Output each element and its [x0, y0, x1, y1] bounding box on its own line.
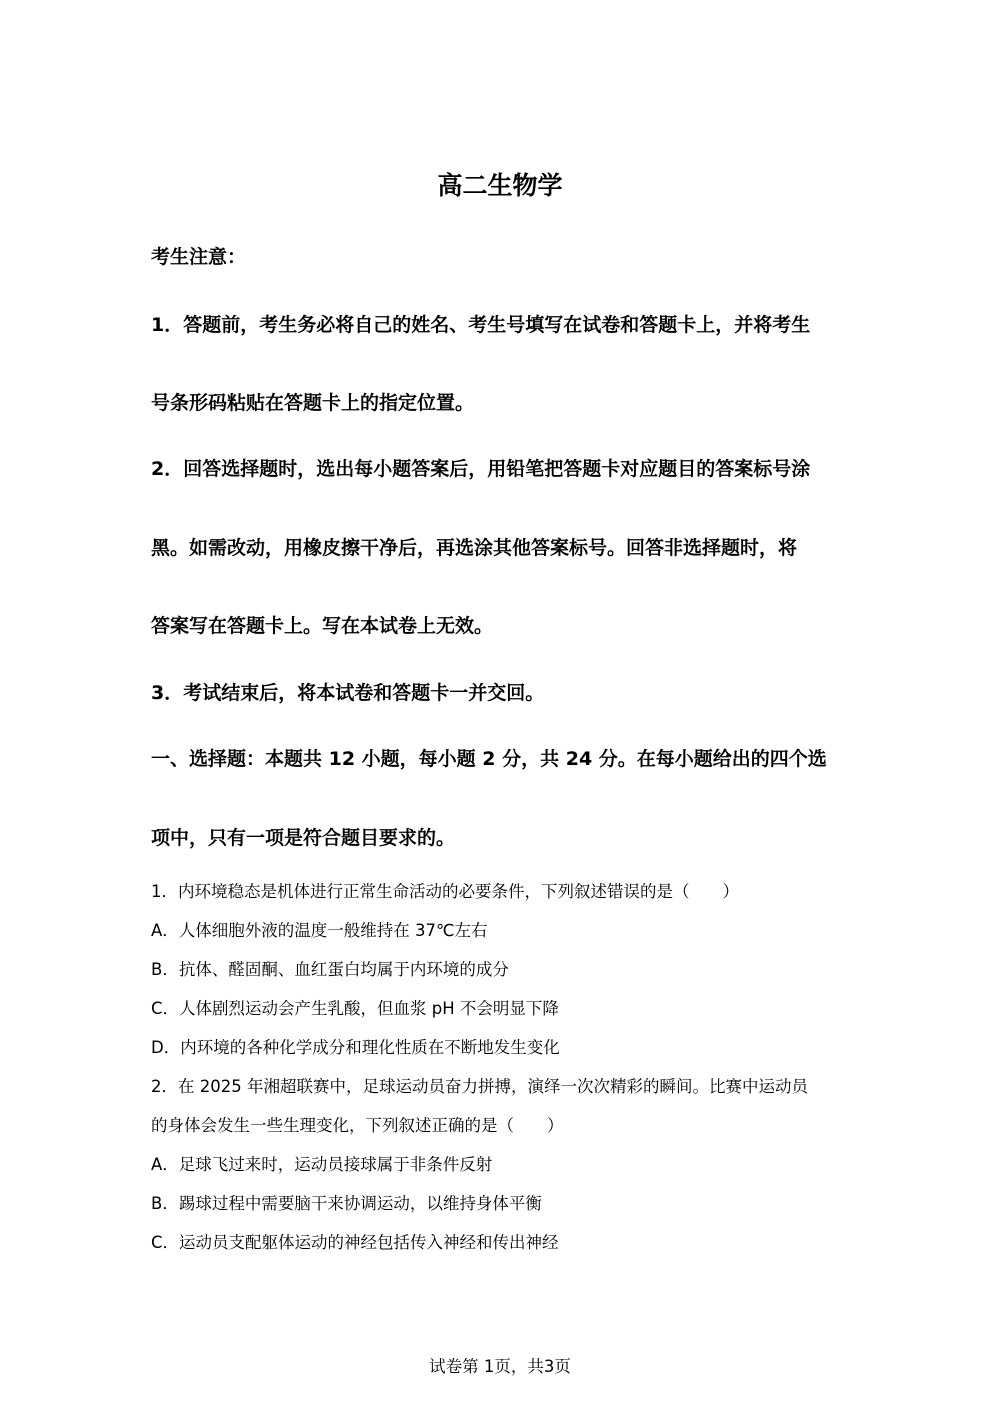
section-1-heading-line-1: 一、选择题：本题共 12 小题，每小题 2 分，共 24 分。在每小题给出的四个选	[151, 748, 827, 770]
question-2-option-b: B．踢球过程中需要脑干来协调运动，以维持身体平衡	[151, 1194, 542, 1213]
page-footer: 试卷第 1页，共3页	[429, 1357, 571, 1376]
question-1-option-b: B．抗体、醛固酮、血红蛋白均属于内环境的成分	[151, 960, 509, 979]
question-1-stem: 1．内环境稳态是机体进行正常生命活动的必要条件，下列叙述错误的是（ ）	[151, 882, 739, 901]
question-2-option-a: A．足球飞过来时，运动员接球属于非条件反射	[151, 1155, 493, 1174]
notice-item-3: 3．考试结束后，将本试卷和答题卡一并交回。	[151, 682, 545, 704]
question-1-option-a: A．人体细胞外液的温度一般维持在 37℃左右	[151, 921, 488, 940]
question-2-stem-line-2: 的身体会发生一些生理变化，下列叙述正确的是（ ）	[151, 1116, 564, 1135]
notice-item-2-line-3: 答案写在答题卡上。写在本试卷上无效。	[151, 615, 494, 637]
question-1-option-c: C．人体剧烈运动会产生乳酸，但血浆 pH 不会明显下降	[151, 999, 559, 1018]
notice-item-2-line-1: 2．回答选择题时，选出每小题答案后，用铅笔把答题卡对应题目的答案标号涂	[151, 458, 811, 480]
notice-item-1-line-1: 1．答题前，考生务必将自己的姓名、考生号填写在试卷和答题卡上，并将考生	[151, 314, 811, 336]
question-1-option-d: D．内环境的各种化学成分和理化性质在不断地发生变化	[151, 1038, 560, 1057]
page-title: 高二生物学	[437, 171, 563, 200]
notice-heading: 考生注意：	[151, 246, 247, 268]
notice-item-2-line-2: 黑。如需改动，用橡皮擦干净后，再选涂其他答案标号。回答非选择题时，将	[151, 537, 798, 559]
question-2-option-c: C．运动员支配躯体运动的神经包括传入神经和传出神经	[151, 1233, 559, 1252]
section-1-heading-line-2: 项中，只有一项是符合题目要求的。	[151, 827, 456, 849]
notice-item-1-line-2: 号条形码粘贴在答题卡上的指定位置。	[151, 392, 475, 414]
question-2-stem-line-1: 2．在 2025 年湘超联赛中，足球运动员奋力拼搏，演绎一次次精彩的瞬间。比赛中运动员	[151, 1077, 808, 1096]
